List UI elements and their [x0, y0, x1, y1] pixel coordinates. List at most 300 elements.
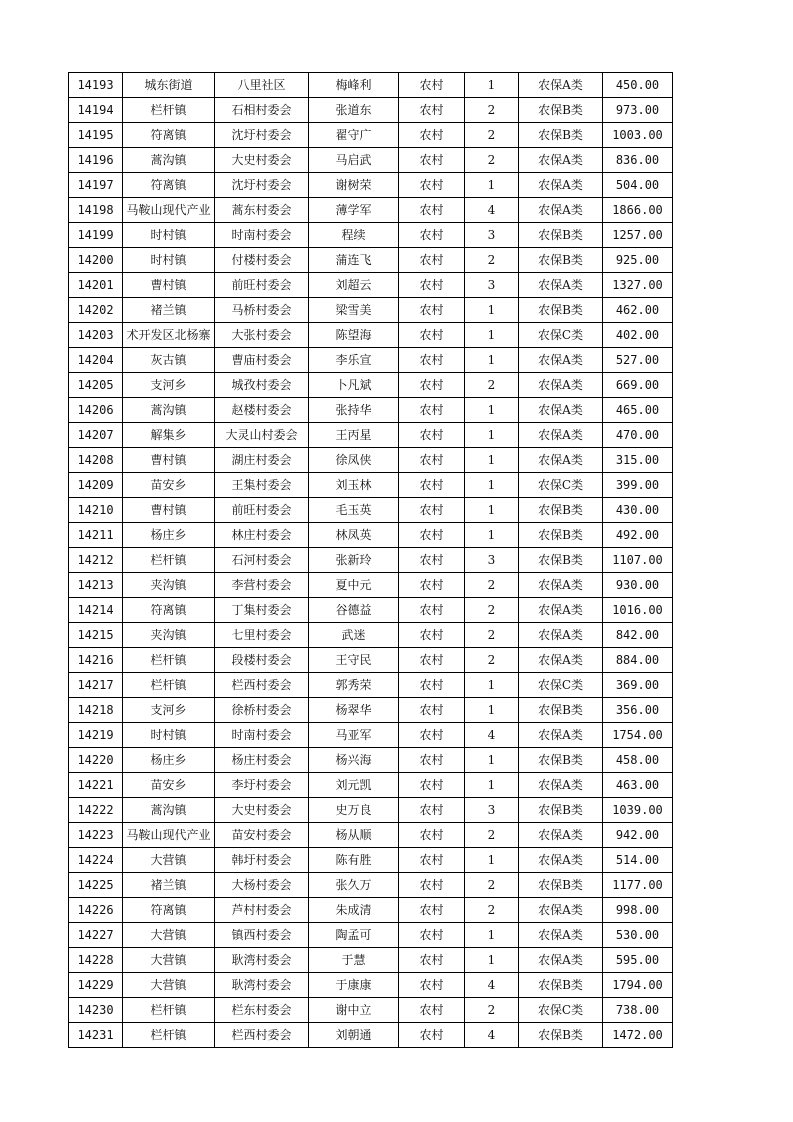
township-cell: 马鞍山现代产业 — [123, 198, 215, 223]
township-cell: 符离镇 — [123, 598, 215, 623]
township-cell: 支河乡 — [123, 373, 215, 398]
name-cell: 王守民 — [309, 648, 399, 673]
serial-number-cell: 14220 — [69, 748, 123, 773]
table-row — [69, 398, 673, 423]
name-cell: 郭秀荣 — [309, 673, 399, 698]
table-row — [69, 73, 673, 98]
serial-number-cell: 14202 — [69, 298, 123, 323]
name-cell: 陶孟可 — [309, 923, 399, 948]
name-cell: 薄学军 — [309, 198, 399, 223]
category-cell: 农保B类 — [519, 123, 603, 148]
village-cell: 芦村村委会 — [215, 898, 309, 923]
household-size-cell: 2 — [465, 98, 519, 123]
name-cell: 王丙星 — [309, 423, 399, 448]
serial-number-cell: 14209 — [69, 473, 123, 498]
table-row — [69, 848, 673, 873]
township-cell: 支河乡 — [123, 698, 215, 723]
household-size-cell: 1 — [465, 848, 519, 873]
serial-number-cell: 14218 — [69, 698, 123, 723]
village-cell: 大张村委会 — [215, 323, 309, 348]
village-cell: 苗安村委会 — [215, 823, 309, 848]
category-cell: 农保B类 — [519, 973, 603, 998]
household-size-cell: 2 — [465, 248, 519, 273]
category-cell: 农保B类 — [519, 248, 603, 273]
name-cell: 李乐宣 — [309, 348, 399, 373]
amount-cell: 1754.00 — [603, 723, 673, 748]
household-size-cell: 1 — [465, 498, 519, 523]
village-cell: 城孜村委会 — [215, 373, 309, 398]
serial-number-cell: 14203 — [69, 323, 123, 348]
village-cell: 前旺村委会 — [215, 498, 309, 523]
township-cell: 符离镇 — [123, 898, 215, 923]
amount-cell: 1107.00 — [603, 548, 673, 573]
category-cell: 农保A类 — [519, 373, 603, 398]
serial-number-cell: 14217 — [69, 673, 123, 698]
household-size-cell: 4 — [465, 973, 519, 998]
amount-cell: 1794.00 — [603, 973, 673, 998]
township-cell: 栏杆镇 — [123, 648, 215, 673]
area-type-cell: 农村 — [399, 123, 465, 148]
name-cell: 于康康 — [309, 973, 399, 998]
household-size-cell: 1 — [465, 73, 519, 98]
township-cell: 曹村镇 — [123, 273, 215, 298]
area-type-cell: 农村 — [399, 273, 465, 298]
category-cell: 农保A类 — [519, 198, 603, 223]
township-cell: 城东街道 — [123, 73, 215, 98]
amount-cell: 463.00 — [603, 773, 673, 798]
serial-number-cell: 14199 — [69, 223, 123, 248]
serial-number-cell: 14229 — [69, 973, 123, 998]
table-row — [69, 923, 673, 948]
township-cell: 栏杆镇 — [123, 548, 215, 573]
serial-number-cell: 14222 — [69, 798, 123, 823]
category-cell: 农保C类 — [519, 323, 603, 348]
table-row — [69, 248, 673, 273]
township-cell: 褚兰镇 — [123, 873, 215, 898]
household-size-cell: 3 — [465, 273, 519, 298]
name-cell: 朱成清 — [309, 898, 399, 923]
household-size-cell: 2 — [465, 623, 519, 648]
category-cell: 农保B类 — [519, 98, 603, 123]
area-type-cell: 农村 — [399, 948, 465, 973]
township-cell: 杨庄乡 — [123, 748, 215, 773]
category-cell: 农保A类 — [519, 848, 603, 873]
table-row — [69, 273, 673, 298]
category-cell: 农保A类 — [519, 148, 603, 173]
serial-number-cell: 14210 — [69, 498, 123, 523]
township-cell: 苗安乡 — [123, 773, 215, 798]
table-row — [69, 123, 673, 148]
household-size-cell: 2 — [465, 873, 519, 898]
area-type-cell: 农村 — [399, 598, 465, 623]
table-row — [69, 423, 673, 448]
amount-cell: 430.00 — [603, 498, 673, 523]
village-cell: 付楼村委会 — [215, 248, 309, 273]
table-row — [69, 798, 673, 823]
name-cell: 谢中立 — [309, 998, 399, 1023]
area-type-cell: 农村 — [399, 448, 465, 473]
category-cell: 农保B类 — [519, 748, 603, 773]
township-cell: 时村镇 — [123, 723, 215, 748]
township-cell: 马鞍山现代产业 — [123, 823, 215, 848]
amount-cell: 369.00 — [603, 673, 673, 698]
area-type-cell: 农村 — [399, 173, 465, 198]
category-cell: 农保A类 — [519, 423, 603, 448]
amount-cell: 527.00 — [603, 348, 673, 373]
table-row — [69, 523, 673, 548]
table-row — [69, 548, 673, 573]
amount-cell: 504.00 — [603, 173, 673, 198]
name-cell: 刘玉林 — [309, 473, 399, 498]
serial-number-cell: 14196 — [69, 148, 123, 173]
serial-number-cell: 14226 — [69, 898, 123, 923]
township-cell: 术开发区北杨寨 — [123, 323, 215, 348]
name-cell: 陈有胜 — [309, 848, 399, 873]
area-type-cell: 农村 — [399, 148, 465, 173]
household-size-cell: 1 — [465, 298, 519, 323]
area-type-cell: 农村 — [399, 98, 465, 123]
category-cell: 农保A类 — [519, 273, 603, 298]
serial-number-cell: 14204 — [69, 348, 123, 373]
township-cell: 蒿沟镇 — [123, 398, 215, 423]
serial-number-cell: 14197 — [69, 173, 123, 198]
village-cell: 丁集村委会 — [215, 598, 309, 623]
township-cell: 栏杆镇 — [123, 673, 215, 698]
allowance-table — [68, 72, 673, 1048]
table-row — [69, 698, 673, 723]
amount-cell: 1039.00 — [603, 798, 673, 823]
household-size-cell: 1 — [465, 348, 519, 373]
category-cell: 农保B类 — [519, 498, 603, 523]
amount-cell: 1016.00 — [603, 598, 673, 623]
amount-cell: 458.00 — [603, 748, 673, 773]
household-size-cell: 1 — [465, 423, 519, 448]
township-cell: 褚兰镇 — [123, 298, 215, 323]
name-cell: 梁雪美 — [309, 298, 399, 323]
name-cell: 夏中元 — [309, 573, 399, 598]
table-row — [69, 998, 673, 1023]
name-cell: 谢树荣 — [309, 173, 399, 198]
amount-cell: 1257.00 — [603, 223, 673, 248]
amount-cell: 462.00 — [603, 298, 673, 323]
category-cell: 农保A类 — [519, 898, 603, 923]
household-size-cell: 3 — [465, 798, 519, 823]
category-cell: 农保A类 — [519, 623, 603, 648]
household-size-cell: 1 — [465, 473, 519, 498]
township-cell: 大营镇 — [123, 848, 215, 873]
table-row — [69, 148, 673, 173]
household-size-cell: 1 — [465, 773, 519, 798]
village-cell: 王集村委会 — [215, 473, 309, 498]
category-cell: 农保A类 — [519, 448, 603, 473]
village-cell: 石河村委会 — [215, 548, 309, 573]
township-cell: 苗安乡 — [123, 473, 215, 498]
household-size-cell: 2 — [465, 998, 519, 1023]
household-size-cell: 1 — [465, 923, 519, 948]
household-size-cell: 2 — [465, 898, 519, 923]
serial-number-cell: 14215 — [69, 623, 123, 648]
village-cell: 大史村委会 — [215, 148, 309, 173]
table-row — [69, 298, 673, 323]
household-size-cell: 1 — [465, 448, 519, 473]
amount-cell: 530.00 — [603, 923, 673, 948]
area-type-cell: 农村 — [399, 323, 465, 348]
amount-cell: 1472.00 — [603, 1023, 673, 1048]
name-cell: 于慧 — [309, 948, 399, 973]
township-cell: 大营镇 — [123, 923, 215, 948]
table-row — [69, 98, 673, 123]
category-cell: 农保B类 — [519, 798, 603, 823]
amount-cell: 402.00 — [603, 323, 673, 348]
village-cell: 湖庄村委会 — [215, 448, 309, 473]
area-type-cell: 农村 — [399, 998, 465, 1023]
village-cell: 李圩村委会 — [215, 773, 309, 798]
table-row — [69, 223, 673, 248]
category-cell: 农保A类 — [519, 648, 603, 673]
table-row — [69, 748, 673, 773]
table-row — [69, 498, 673, 523]
village-cell: 大史村委会 — [215, 798, 309, 823]
table-row — [69, 198, 673, 223]
table-row — [69, 648, 673, 673]
serial-number-cell: 14200 — [69, 248, 123, 273]
category-cell: 农保A类 — [519, 598, 603, 623]
name-cell: 史万良 — [309, 798, 399, 823]
category-cell: 农保B类 — [519, 1023, 603, 1048]
amount-cell: 514.00 — [603, 848, 673, 873]
name-cell: 杨兴海 — [309, 748, 399, 773]
household-size-cell: 4 — [465, 1023, 519, 1048]
serial-number-cell: 14201 — [69, 273, 123, 298]
township-cell: 大营镇 — [123, 973, 215, 998]
area-type-cell: 农村 — [399, 473, 465, 498]
amount-cell: 1003.00 — [603, 123, 673, 148]
category-cell: 农保A类 — [519, 573, 603, 598]
serial-number-cell: 14225 — [69, 873, 123, 898]
village-cell: 栏西村委会 — [215, 673, 309, 698]
household-size-cell: 1 — [465, 748, 519, 773]
amount-cell: 884.00 — [603, 648, 673, 673]
township-cell: 夹沟镇 — [123, 573, 215, 598]
village-cell: 李营村委会 — [215, 573, 309, 598]
serial-number-cell: 14227 — [69, 923, 123, 948]
serial-number-cell: 14195 — [69, 123, 123, 148]
name-cell: 刘元凯 — [309, 773, 399, 798]
township-cell: 夹沟镇 — [123, 623, 215, 648]
serial-number-cell: 14224 — [69, 848, 123, 873]
area-type-cell: 农村 — [399, 223, 465, 248]
area-type-cell: 农村 — [399, 398, 465, 423]
serial-number-cell: 14198 — [69, 198, 123, 223]
household-size-cell: 2 — [465, 148, 519, 173]
amount-cell: 492.00 — [603, 523, 673, 548]
table-row — [69, 573, 673, 598]
serial-number-cell: 14194 — [69, 98, 123, 123]
township-cell: 杨庄乡 — [123, 523, 215, 548]
village-cell: 赵楼村委会 — [215, 398, 309, 423]
name-cell: 刘朝通 — [309, 1023, 399, 1048]
village-cell: 栏西村委会 — [215, 1023, 309, 1048]
area-type-cell: 农村 — [399, 673, 465, 698]
amount-cell: 356.00 — [603, 698, 673, 723]
table-row — [69, 598, 673, 623]
village-cell: 沈圩村委会 — [215, 123, 309, 148]
household-size-cell: 2 — [465, 598, 519, 623]
village-cell: 八里社区 — [215, 73, 309, 98]
amount-cell: 973.00 — [603, 98, 673, 123]
village-cell: 时南村委会 — [215, 223, 309, 248]
area-type-cell: 农村 — [399, 623, 465, 648]
amount-cell: 669.00 — [603, 373, 673, 398]
amount-cell: 399.00 — [603, 473, 673, 498]
area-type-cell: 农村 — [399, 523, 465, 548]
category-cell: 农保B类 — [519, 523, 603, 548]
township-cell: 栏杆镇 — [123, 1023, 215, 1048]
category-cell: 农保A类 — [519, 398, 603, 423]
area-type-cell: 农村 — [399, 748, 465, 773]
table-row — [69, 323, 673, 348]
village-cell: 七里村委会 — [215, 623, 309, 648]
name-cell: 毛玉英 — [309, 498, 399, 523]
name-cell: 卜凡斌 — [309, 373, 399, 398]
village-cell: 曹庙村委会 — [215, 348, 309, 373]
area-type-cell: 农村 — [399, 698, 465, 723]
serial-number-cell: 14211 — [69, 523, 123, 548]
household-size-cell: 1 — [465, 673, 519, 698]
village-cell: 石相村委会 — [215, 98, 309, 123]
township-cell: 符离镇 — [123, 123, 215, 148]
amount-cell: 842.00 — [603, 623, 673, 648]
category-cell: 农保B类 — [519, 548, 603, 573]
category-cell: 农保C类 — [519, 673, 603, 698]
table-row — [69, 723, 673, 748]
village-cell: 徐桥村委会 — [215, 698, 309, 723]
village-cell: 沈圩村委会 — [215, 173, 309, 198]
village-cell: 蒿东村委会 — [215, 198, 309, 223]
serial-number-cell: 14230 — [69, 998, 123, 1023]
area-type-cell: 农村 — [399, 898, 465, 923]
village-cell: 杨庄村委会 — [215, 748, 309, 773]
serial-number-cell: 14213 — [69, 573, 123, 598]
village-cell: 耿湾村委会 — [215, 973, 309, 998]
table-row — [69, 873, 673, 898]
table-row — [69, 348, 673, 373]
area-type-cell: 农村 — [399, 423, 465, 448]
category-cell: 农保A类 — [519, 73, 603, 98]
household-size-cell: 4 — [465, 723, 519, 748]
category-cell: 农保B类 — [519, 873, 603, 898]
serial-number-cell: 14214 — [69, 598, 123, 623]
category-cell: 农保B类 — [519, 223, 603, 248]
category-cell: 农保C类 — [519, 473, 603, 498]
household-size-cell: 1 — [465, 698, 519, 723]
serial-number-cell: 14212 — [69, 548, 123, 573]
area-type-cell: 农村 — [399, 248, 465, 273]
table-row — [69, 373, 673, 398]
area-type-cell: 农村 — [399, 723, 465, 748]
name-cell: 马启武 — [309, 148, 399, 173]
area-type-cell: 农村 — [399, 773, 465, 798]
area-type-cell: 农村 — [399, 573, 465, 598]
area-type-cell: 农村 — [399, 923, 465, 948]
amount-cell: 836.00 — [603, 148, 673, 173]
amount-cell: 1866.00 — [603, 198, 673, 223]
table-row — [69, 473, 673, 498]
village-cell: 时南村委会 — [215, 723, 309, 748]
table-row — [69, 1023, 673, 1048]
table-row — [69, 623, 673, 648]
township-cell: 符离镇 — [123, 173, 215, 198]
serial-number-cell: 14221 — [69, 773, 123, 798]
household-size-cell: 2 — [465, 573, 519, 598]
household-size-cell: 2 — [465, 373, 519, 398]
category-cell: 农保A类 — [519, 173, 603, 198]
category-cell: 农保A类 — [519, 723, 603, 748]
township-cell: 时村镇 — [123, 223, 215, 248]
area-type-cell: 农村 — [399, 1023, 465, 1048]
area-type-cell: 农村 — [399, 973, 465, 998]
amount-cell: 465.00 — [603, 398, 673, 423]
area-type-cell: 农村 — [399, 648, 465, 673]
amount-cell: 315.00 — [603, 448, 673, 473]
area-type-cell: 农村 — [399, 798, 465, 823]
serial-number-cell: 14216 — [69, 648, 123, 673]
village-cell: 林庄村委会 — [215, 523, 309, 548]
area-type-cell: 农村 — [399, 873, 465, 898]
category-cell: 农保C类 — [519, 998, 603, 1023]
table-row — [69, 948, 673, 973]
name-cell: 谷德益 — [309, 598, 399, 623]
village-cell: 栏东村委会 — [215, 998, 309, 1023]
table-row — [69, 773, 673, 798]
village-cell: 韩圩村委会 — [215, 848, 309, 873]
serial-number-cell: 14223 — [69, 823, 123, 848]
area-type-cell: 农村 — [399, 548, 465, 573]
serial-number-cell: 14207 — [69, 423, 123, 448]
area-type-cell: 农村 — [399, 823, 465, 848]
township-cell: 灰古镇 — [123, 348, 215, 373]
serial-number-cell: 14208 — [69, 448, 123, 473]
name-cell: 杨从顺 — [309, 823, 399, 848]
name-cell: 张新玲 — [309, 548, 399, 573]
village-cell: 大灵山村委会 — [215, 423, 309, 448]
household-size-cell: 2 — [465, 648, 519, 673]
name-cell: 张道东 — [309, 98, 399, 123]
area-type-cell: 农村 — [399, 198, 465, 223]
name-cell: 张持华 — [309, 398, 399, 423]
category-cell: 农保B类 — [519, 298, 603, 323]
amount-cell: 738.00 — [603, 998, 673, 1023]
name-cell: 林凤英 — [309, 523, 399, 548]
village-cell: 前旺村委会 — [215, 273, 309, 298]
township-cell: 栏杆镇 — [123, 998, 215, 1023]
amount-cell: 595.00 — [603, 948, 673, 973]
allowance-table-page — [68, 72, 672, 1048]
category-cell: 农保A类 — [519, 348, 603, 373]
household-size-cell: 1 — [465, 948, 519, 973]
area-type-cell: 农村 — [399, 848, 465, 873]
township-cell: 解集乡 — [123, 423, 215, 448]
amount-cell: 470.00 — [603, 423, 673, 448]
table-row — [69, 673, 673, 698]
name-cell: 程续 — [309, 223, 399, 248]
township-cell: 蒿沟镇 — [123, 148, 215, 173]
name-cell: 翟守广 — [309, 123, 399, 148]
amount-cell: 942.00 — [603, 823, 673, 848]
village-cell: 大杨村委会 — [215, 873, 309, 898]
amount-cell: 450.00 — [603, 73, 673, 98]
serial-number-cell: 14231 — [69, 1023, 123, 1048]
